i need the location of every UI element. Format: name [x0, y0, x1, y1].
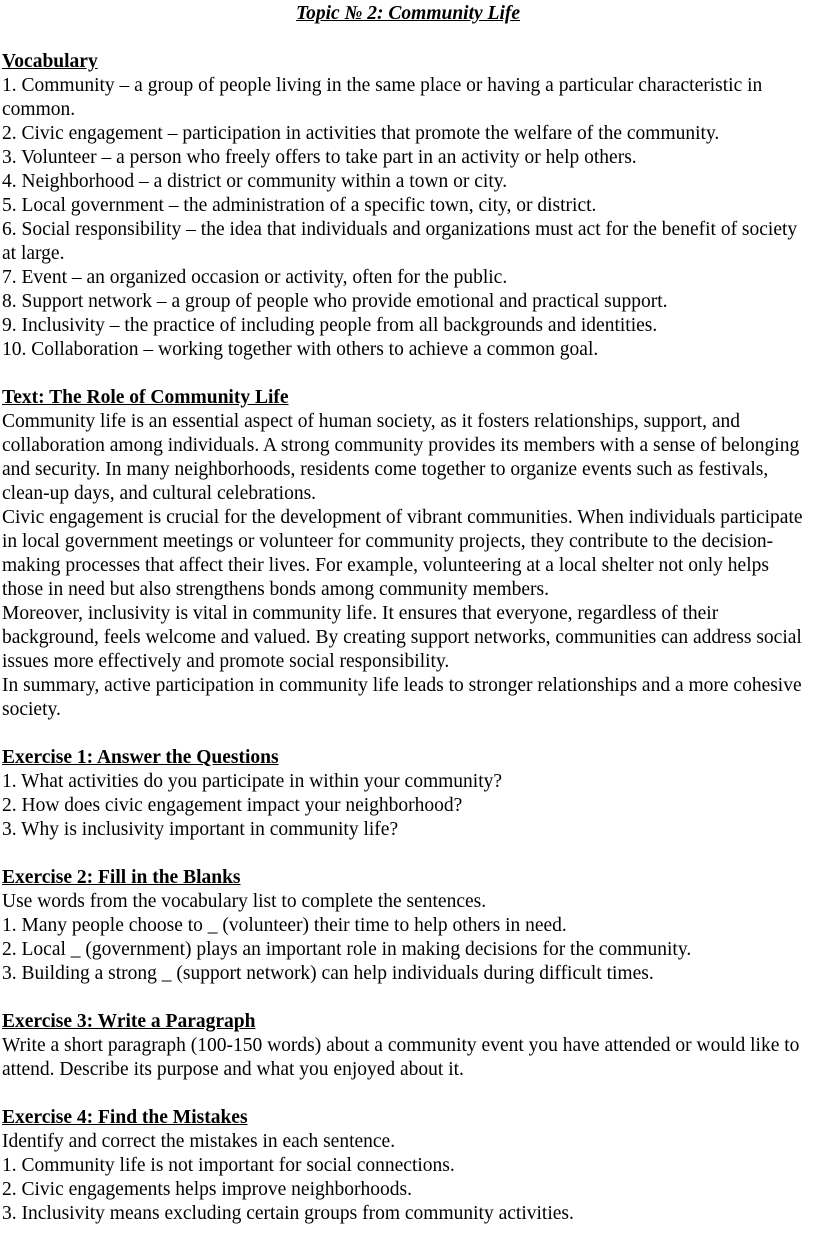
text-paragraph: Civic engagement is crucial for the development of vibrant communities. When individuals participate in local government meetings or volunteer for community projects, they contribute to the decision-making processes that affect their lives. For example, volunteering at a local shelter not only helps those in need but also strengthens bonds among community members. [2, 507, 803, 600]
mistake-item: 2. Civic engagements helps improve neighborhoods. [2, 1179, 412, 1200]
text-paragraph: Moreover, inclusivity is vital in community life. It ensures that everyone, regardless of their background, feels welcome and valued. By creating support networks, communities can address social issues more effectively and promote social responsibility. [2, 603, 802, 672]
vocabulary-item: 2. Civic engagement – participation in activities that promote the welfare of the community. [2, 123, 720, 144]
mistake-item: 3. Inclusivity means excluding certain groups from community activities. [2, 1203, 574, 1224]
vocabulary-section [2, 50, 814, 362]
vocabulary-item: 4. Neighborhood – a district or community within a town or city. [2, 171, 508, 192]
exercise-2-instruction: Use words from the vocabulary list to complete the sentences. [2, 891, 487, 912]
vocabulary-item: 8. Support network – a group of people who provide emotional and practical support. [2, 291, 668, 312]
fill-blank-item: 3. Building a strong _ (support network) can help individuals during difficult times. [2, 963, 654, 984]
vocabulary-item: 3. Volunteer – a person who freely offers to take part in an activity or help others. [2, 147, 637, 168]
text-heading: Text: The Role of Community Life [2, 387, 289, 408]
question-item: 1. What activities do you participate in within your community? [2, 771, 503, 792]
vocabulary-item: 10. Collaboration – working together with others to achieve a common goal. [2, 339, 599, 360]
vocabulary-item: 5. Local government – the administration of a specific town, city, or district. [2, 195, 597, 216]
document-page [0, 2, 814, 1250]
vocabulary-item: 7. Event – an organized occasion or activity, often for the public. [2, 267, 508, 288]
fill-blank-item: 1. Many people choose to _ (volunteer) their time to help others in need. [2, 915, 567, 936]
question-item: 2. How does civic engagement impact your neighborhood? [2, 795, 463, 816]
exercise-4-section [2, 1106, 814, 1226]
exercise-4-instruction: Identify and correct the mistakes in each sentence. [2, 1131, 396, 1152]
mistake-item: 1. Community life is not important for social connections. [2, 1155, 455, 1176]
exercise-3-heading: Exercise 3: Write a Paragraph [2, 1011, 256, 1032]
exercise-4-heading: Exercise 4: Find the Mistakes [2, 1107, 248, 1128]
exercise-2-heading: Exercise 2: Fill in the Blanks [2, 867, 241, 888]
text-paragraph: In summary, active participation in community life leads to stronger relationships and a more cohesive society. [2, 675, 802, 720]
vocabulary-item: 1. Community – a group of people living in the same place or having a particular characteristic in common. [2, 75, 763, 120]
exercise-1-heading: Exercise 1: Answer the Questions [2, 747, 279, 768]
vocabulary-item: 9. Inclusivity – the practice of including people from all backgrounds and identities. [2, 315, 658, 336]
exercise-2-section [2, 866, 814, 986]
exercise-3-section [2, 1010, 814, 1082]
exercise-3-instruction: Write a short paragraph (100-150 words) about a community event you have attended or would like to attend. Describe its purpose and what you enjoyed about it. [2, 1035, 800, 1080]
fill-blank-item: 2. Local _ (government) plays an important role in making decisions for the community. [2, 939, 692, 960]
text-paragraph: Community life is an essential aspect of human society, as it fosters relationships, support, and collaboration among individuals. A strong community provides its members with a sense of belonging and security. In many neighborhoods, residents come together to organize events such as festivals, clean-up days, and cultural celebrations. [2, 411, 800, 504]
vocabulary-item: 6. Social responsibility – the idea that individuals and organizations must act for the benefit of society at large. [2, 219, 798, 264]
vocabulary-heading: Vocabulary [2, 51, 98, 72]
question-item: 3. Why is inclusivity important in community life? [2, 819, 399, 840]
exercise-1-section [2, 746, 814, 842]
text-section [2, 386, 814, 722]
page-title: Topic № 2: Community Life [295, 3, 521, 24]
